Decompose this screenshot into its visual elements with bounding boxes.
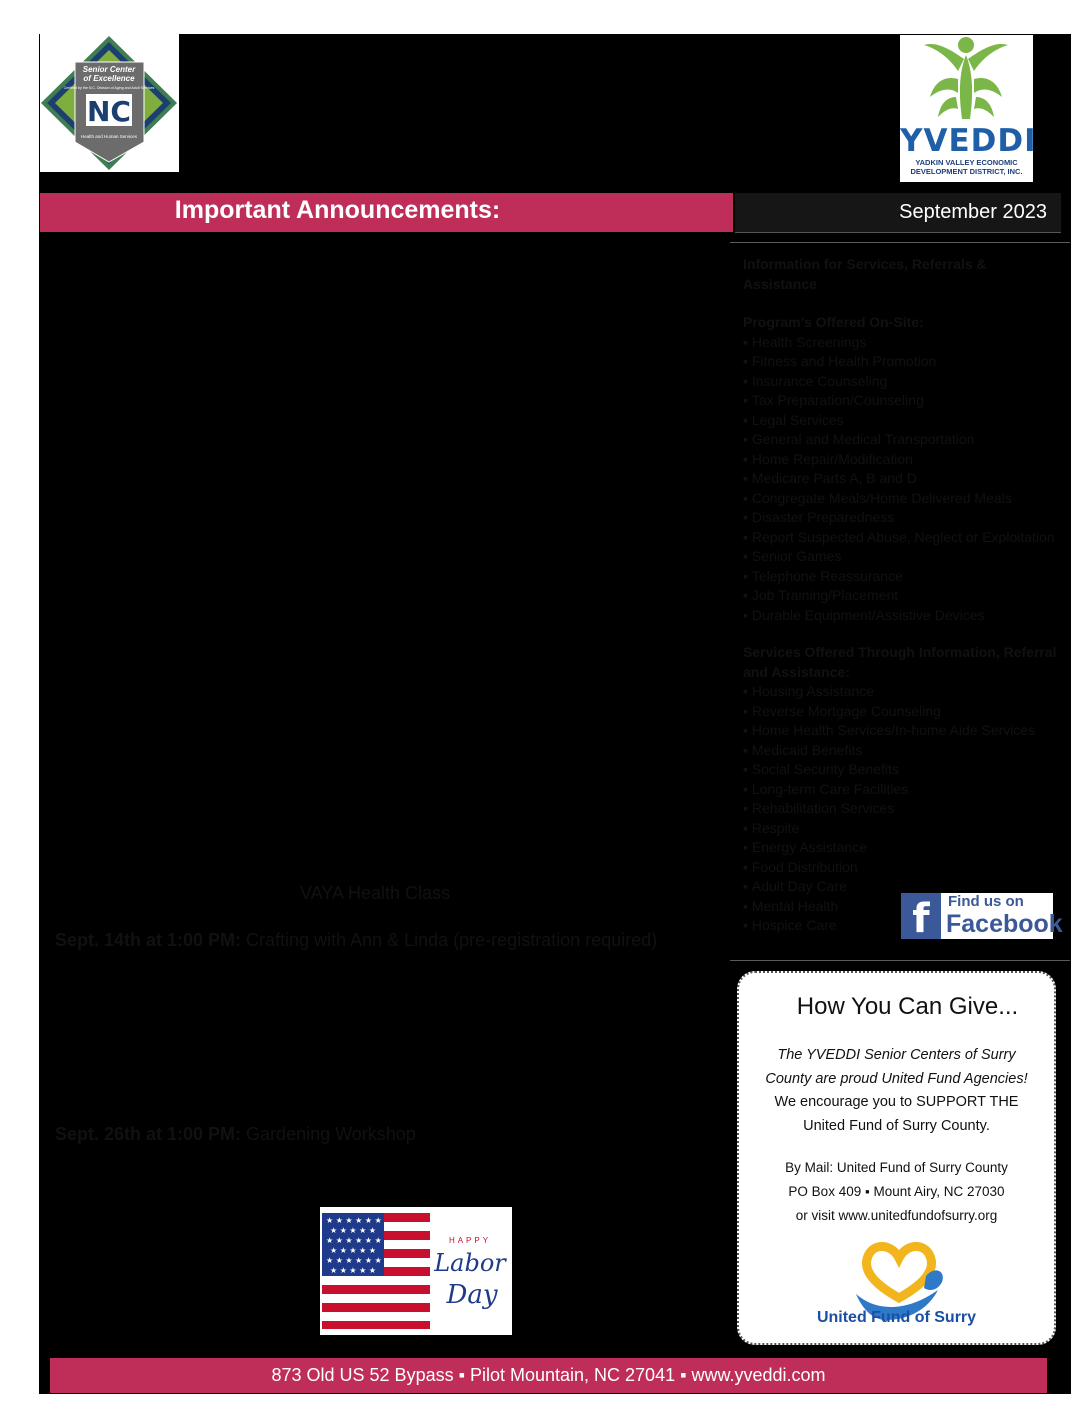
list-item: ▪ Hospice Care xyxy=(743,916,1063,936)
list-item: ▪ Rehabilitation Services xyxy=(743,799,1063,819)
event-sept14 xyxy=(55,930,657,951)
senior-center-logo xyxy=(40,34,179,172)
facebook-find-text: Find us on xyxy=(948,893,1024,910)
give-box xyxy=(737,971,1056,1345)
give-mail-line3[interactable]: or visit www.unitedfundofsurry.org xyxy=(795,1208,998,1223)
united-fund-name: United Fund of Surry xyxy=(816,1309,977,1326)
yveddi-name: YVEDDI xyxy=(900,123,1037,159)
event-sept26-text: Gardening Workshop xyxy=(241,1124,416,1144)
event-sept14-date: Sept. 14th at 1:00 PM: xyxy=(55,930,242,950)
give-encourage-line2: United Fund of Surry County. xyxy=(803,1117,990,1134)
american-flag-icon xyxy=(320,1207,512,1335)
date-bar xyxy=(735,193,1061,233)
give-encourage-line1: We encourage you to SUPPORT THE xyxy=(774,1094,1019,1110)
logo-certified: Certified by the N.C. Division of Aging and Adult Services xyxy=(63,86,155,90)
labor-day-happy: HAPPY xyxy=(448,1236,492,1245)
svg-text:★ ★ ★ ★ ★ ★: ★ ★ ★ ★ ★ ★ xyxy=(326,1236,382,1245)
sidebar-divider-top xyxy=(730,242,1070,243)
yveddi-logo xyxy=(900,35,1037,182)
programs-list xyxy=(743,333,1063,626)
give-title: How You Can Give... xyxy=(796,993,1019,1020)
facebook-icon: f xyxy=(901,893,941,939)
svg-text:★ ★ ★ ★ ★: ★ ★ ★ ★ ★ xyxy=(330,1246,377,1255)
services-heading: Services Offered Through Information, Referral and Assistance: xyxy=(743,644,1057,680)
programs-heading: Program’s Offered On-Site: xyxy=(743,314,924,330)
list-item: ▪ Telephone Reassurance xyxy=(743,567,1063,587)
event-sept26-date: Sept. 26th at 1:00 PM: xyxy=(55,1124,242,1144)
list-item: ▪ Home Health Services/In-home Aide Services xyxy=(743,721,1063,741)
list-item: ▪ Senior Games xyxy=(743,547,1063,567)
list-item: ▪ Medicare Parts A, B and D xyxy=(743,469,1063,489)
list-item: ▪ Durable Equipment/Assistive Devices xyxy=(743,606,1063,626)
give-intro-line2: County are proud United Fund Agencies! xyxy=(765,1070,1028,1087)
list-item: ▪ Reverse Mortgage Counseling xyxy=(743,702,1063,722)
list-item: ▪ Mental Health xyxy=(743,897,1063,917)
list-item: ▪ General and Medical Transportation xyxy=(743,430,1063,450)
list-item: ▪ Report Suspected Abuse, Neglect or Exploitation xyxy=(743,528,1063,548)
give-mail-line2: PO Box 409 ▪ Mount Airy, NC 27030 xyxy=(788,1184,1005,1199)
newsletter-date: September 2023 xyxy=(899,201,1047,223)
list-item: ▪ Energy Assistance xyxy=(743,838,1063,858)
services-sidebar xyxy=(743,255,1063,936)
list-item: ▪ Medicaid Benefits xyxy=(743,741,1063,761)
list-item: ▪ Disaster Preparedness xyxy=(743,508,1063,528)
info-heading: Information for Services, Referrals & Assistance xyxy=(743,256,987,292)
yveddi-subtitle xyxy=(900,158,1033,176)
give-intro-line1: The YVEDDI Senior Centers of Surry xyxy=(777,1047,1016,1063)
svg-text:★ ★ ★ ★ ★ ★: ★ ★ ★ ★ ★ ★ xyxy=(326,1216,382,1225)
event-sept26 xyxy=(55,1124,416,1145)
logo-line1: Senior Center xyxy=(82,65,136,74)
give-mail-info xyxy=(749,1156,1044,1228)
list-item: ▪ Social Security Benefits xyxy=(743,760,1063,780)
list-item: ▪ Health Screenings xyxy=(743,333,1063,353)
list-item: ▪ Long-term Care Facilities xyxy=(743,780,1063,800)
svg-text:★ ★ ★ ★ ★ ★: ★ ★ ★ ★ ★ ★ xyxy=(326,1256,382,1265)
list-item: ▪ Adult Day Care xyxy=(743,877,1063,897)
list-item: ▪ Job Training/Placement xyxy=(743,586,1063,606)
logo-line2: of Excellence xyxy=(83,74,135,83)
list-item: ▪ Tax Preparation/Counseling xyxy=(743,391,1063,411)
give-intro xyxy=(749,1044,1044,1091)
logo-dept: Health and Human Services xyxy=(80,134,138,139)
list-item: ▪ Fitness and Health Promotion xyxy=(743,352,1063,372)
labor-day-image xyxy=(320,1207,512,1335)
logo-state: NC xyxy=(87,95,131,128)
sidebar-divider-bottom xyxy=(730,960,1070,961)
list-item: ▪ Home Repair/Modification xyxy=(743,450,1063,470)
senior-center-badge-icon xyxy=(40,34,179,172)
event-sept14-text: Crafting with Ann & Linda (pre-registration required) xyxy=(241,930,658,950)
list-item: ▪ Congregate Meals/Home Delivered Meals xyxy=(743,489,1063,509)
labor-day-day: Day xyxy=(446,1280,498,1310)
give-encourage xyxy=(749,1091,1044,1138)
facebook-name: Facebook xyxy=(946,910,1063,938)
announcements-title: Important Announcements: xyxy=(174,196,501,224)
list-item: ▪ Respite xyxy=(743,819,1063,839)
footer-address: 873 Old US 52 Bypass ▪ Pilot Mountain, NC 27041 ▪ www.yveddi.com xyxy=(50,1358,1047,1393)
list-item: ▪ Food Distribution xyxy=(743,858,1063,878)
list-item: ▪ Insurance Counseling xyxy=(743,372,1063,392)
yveddi-subtitle-line2: DEVELOPMENT DISTRICT, INC. xyxy=(910,167,1023,176)
vaya-health-class: VAYA Health Class xyxy=(300,883,451,903)
facebook-link[interactable] xyxy=(901,893,1063,942)
svg-text:★ ★ ★ ★ ★: ★ ★ ★ ★ ★ xyxy=(330,1226,377,1235)
give-mail-line1: By Mail: United Fund of Surry County xyxy=(785,1160,1008,1175)
announcements-bar xyxy=(40,193,733,232)
yveddi-subtitle-line1: YADKIN VALLEY ECONOMIC xyxy=(915,158,1018,167)
labor-day-labor: Labor xyxy=(434,1249,506,1277)
yveddi-figure-icon xyxy=(900,35,1033,125)
list-item: ▪ Housing Assistance xyxy=(743,682,1063,702)
list-item: ▪ Legal Services xyxy=(743,411,1063,431)
svg-text:★ ★ ★ ★ ★: ★ ★ ★ ★ ★ xyxy=(330,1266,377,1275)
